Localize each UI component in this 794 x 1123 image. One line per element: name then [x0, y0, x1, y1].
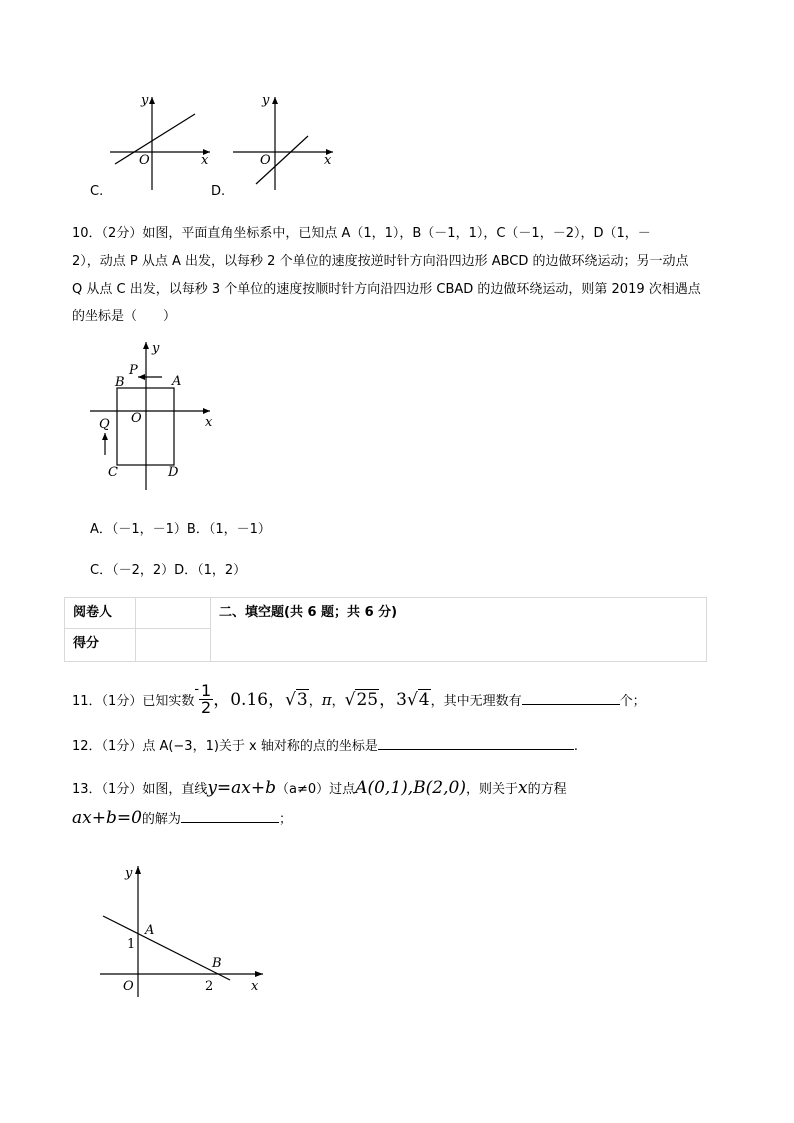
q12 [72, 735, 578, 754]
q13-prefix: 13．（1分）如图，直线 [72, 782, 208, 797]
q13-tick-1-label: 1 [127, 937, 136, 952]
q11-frac-num: 1 [201, 681, 212, 700]
q13-tail2: 的解为 [141, 812, 181, 827]
q10-point-a-label: A [172, 374, 182, 389]
q9-graph-d [228, 92, 338, 192]
q12-end: . [573, 739, 579, 754]
q13-mid2: ，则关于 [465, 782, 518, 797]
q9c-x-label: x [201, 153, 209, 168]
q10-point-c-label: C [108, 465, 118, 480]
q10-line-3: Q 从点 C 出发，以每秒 3 个单位的速度按顺时针方向沿四边形 CBAD 的边做环绕运动，则第 2019 次相遇点 [72, 282, 701, 297]
q9c-origin-label: O [139, 153, 150, 168]
q11-fraction [199, 683, 213, 716]
q10-point-b-label: B [115, 375, 125, 390]
q11-root-3: 3 [296, 690, 308, 710]
q9d-origin-label: O [260, 153, 271, 168]
q10-options-row-1: A．（－1，－1）B．（1，－1） [90, 522, 271, 537]
q9-option-d: D. [211, 184, 226, 199]
q13-answer-blank[interactable] [181, 809, 279, 823]
q9c-y-label: y [141, 93, 149, 108]
q13-x-label: x [251, 979, 259, 994]
q11-suffix-a: ，其中无理数有 [430, 694, 522, 709]
q13-mid: 过点 [329, 782, 356, 797]
q13-tick-2-label: 2 [205, 979, 214, 994]
q10-point-q-label: Q [99, 417, 110, 432]
q13-figure [95, 860, 270, 1000]
q11-root-4: 4 [418, 690, 430, 710]
q11-answer-blank[interactable] [522, 691, 620, 705]
q11-suffix-b: 个； [619, 694, 646, 709]
q13-eq2: ax+b=0 [72, 808, 142, 828]
q10-origin-label: O [131, 411, 142, 426]
q13-points: A(0,1),B(2,0) [355, 778, 466, 798]
q10-options-row-2: C．（－2，2）D．（1，2） [90, 563, 247, 578]
score-cell[interactable] [136, 629, 211, 662]
q10-point-p-label: P [129, 363, 138, 378]
q13-line-1 [72, 778, 567, 798]
score-label: 得分 [65, 629, 136, 662]
q12-text: 12．（1分）点 A(−3，1)关于 x 轴对称的点的坐标是 [72, 739, 378, 754]
q13-origin-label: O [123, 979, 134, 994]
q13-end: ； [278, 812, 292, 827]
section-title: 二、填空题(共 6 题；共 6 分) [211, 598, 707, 662]
q13-var: x [517, 778, 528, 798]
q10-point-d-label: D [168, 465, 179, 480]
q10-line-1: 10．（2分）如图，平面直角坐标系中，已知点 A（1，1），B（－1，1），C（－1，－2），D（1，－ [72, 226, 651, 241]
q10-line-2: 2），动点 P 从点 A 出发，以每秒 2 个单位的速度按逆时针方向沿四边形 ABCD 的边做环绕运动；另一动点 [72, 254, 689, 269]
q11-pi: π [321, 691, 332, 709]
q13-point-a-label: A [145, 923, 155, 938]
q12-answer-blank[interactable] [378, 736, 574, 750]
reviewer-label: 阅卷人 [65, 598, 136, 629]
q13-eq: y=ax+b [207, 778, 277, 798]
q11-coef: 3 [396, 690, 407, 710]
q10-y-label: y [152, 341, 160, 356]
q13-cond: （a≠0） [276, 782, 330, 797]
q10-line-4: 的坐标是（ ） [72, 309, 177, 324]
q11-root-25: 25 [356, 690, 379, 710]
q10-x-label: x [205, 415, 213, 430]
q9d-x-label: x [324, 153, 332, 168]
q9d-y-label: y [262, 93, 270, 108]
q13-y-label: y [125, 866, 133, 881]
q9-graph-c [105, 92, 215, 192]
q9-option-c: C. [90, 184, 104, 199]
q10-figure [85, 340, 225, 495]
q11-frac-den: 2 [201, 698, 212, 717]
q13-line-2 [72, 808, 292, 828]
q11-neg-sign: - [194, 682, 200, 697]
q11-prefix: 11．（1分）已知实数 [72, 694, 195, 709]
q13-tail: 的方程 [527, 782, 567, 797]
q11: 11．（1分）已知实数- $\frac{1}{2}$ ，0.16，√3，π，√25，3√4，其中无理数有 个； [72, 681, 646, 717]
score-table [64, 597, 707, 662]
q13-point-b-label: B [212, 956, 222, 971]
q11-decimal: 0.16 [230, 690, 269, 710]
reviewer-cell[interactable] [136, 598, 211, 629]
